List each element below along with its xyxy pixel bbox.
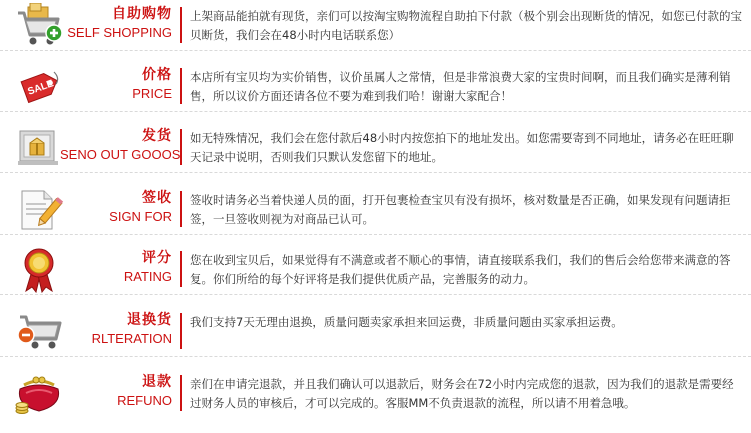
shopping-cart-add-icon [14, 3, 64, 49]
policy-row-alteration [0, 306, 751, 357]
policy-title-en: PRICE [132, 86, 172, 101]
policy-row-send-out-goods [0, 122, 751, 173]
sale-tag-icon [14, 64, 64, 110]
policy-title-cn: 自助购物 [112, 6, 172, 22]
policy-description: 亲们在申请完退款，并且我们确认可以退款后，财务会在72小时内完成您的退款，因为我们的退款是需要经过财务人员的审核后，才可以完成的。客服MM不负责退款的流程，所以请不用着急哦。 [190, 377, 734, 410]
policy-description: 上架商品能拍就有现货，亲们可以按淘宝购物流程自助拍下付款（极个别会出现断货的情况，如您已付款的宝贝断货，我们会在48小时内电话联系您） [190, 9, 742, 42]
policy-title-cn: 价格 [142, 67, 172, 83]
policy-description: 签收时请务必当着快递人员的面，打开包裹检查宝贝有没有损坏，核对数量是否正确，如果发现有问题请拒签，一旦签收则视为对商品已认可。 [190, 193, 731, 226]
policy-title-cn: 发货 [142, 128, 172, 144]
red-divider [180, 191, 182, 227]
red-divider [180, 375, 182, 411]
policy-heading [60, 189, 172, 227]
svg-text:SALE: SALE [26, 78, 56, 98]
policy-row-refund [0, 368, 751, 419]
red-divider [180, 68, 182, 104]
policy-heading [60, 249, 172, 287]
policy-row-sign-for [0, 184, 751, 235]
delivery-box-icon [14, 125, 64, 171]
policy-title-en: SENO OUT GOOOS [60, 147, 181, 162]
policy-title-cn: 退换货 [127, 312, 172, 328]
policy-row-self-shopping [0, 0, 751, 51]
policy-row-rating [0, 244, 751, 295]
policy-title-en: RATING [123, 269, 172, 284]
policy-heading [60, 5, 172, 43]
coin-purse-icon [14, 371, 64, 417]
red-divider [180, 313, 182, 349]
policy-title-cn: 评分 [142, 250, 172, 266]
policy-title-en: SIGN FOR [109, 209, 172, 224]
policy-heading [60, 373, 172, 411]
red-divider [180, 251, 182, 287]
policy-heading [60, 127, 181, 165]
policy-description: 您在收到宝贝后，如果觉得有不满意或者不顺心的事情，请直接联系我们，我们的售后会给您带来满意的答复。你们所给的每个好评将是我们提供优质产品，完善服务的动力。 [190, 253, 731, 286]
policy-description: 我们支持7天无理由退换，质量问题卖家承担来回运费，非质量问题由买家承担运费。 [190, 315, 623, 329]
policy-title-cn: 退款 [142, 374, 172, 390]
policy-title-cn: 签收 [142, 190, 172, 206]
policy-row-price [0, 61, 751, 112]
policy-description: 本店所有宝贝均为实价销售，议价虽属人之常情，但是非常浪费大家的宝贵时间啊，而且我们确实是薄利销售，所以议价方面还请各位不要为难到我们哈！谢谢大家配合！ [190, 70, 731, 103]
policy-description: 如无特殊情况，我们会在您付款后48小时内按您拍下的地址发出。如您需要寄到不同地址，请务必在旺旺聊天记录中说明，否则我们只默认发您留下的地址。 [190, 131, 734, 164]
red-divider [180, 129, 182, 165]
policy-title-en: REFUNO [117, 393, 172, 408]
shopping-cart-remove-icon [14, 309, 64, 355]
document-pencil-icon [14, 187, 64, 233]
award-ribbon-icon [14, 247, 64, 293]
red-divider [180, 7, 182, 43]
policy-heading [60, 311, 172, 349]
policy-title-en: RLTERATION [91, 331, 172, 346]
policy-title-en: SELF SHOPPING [67, 25, 172, 40]
policy-heading [60, 66, 172, 104]
